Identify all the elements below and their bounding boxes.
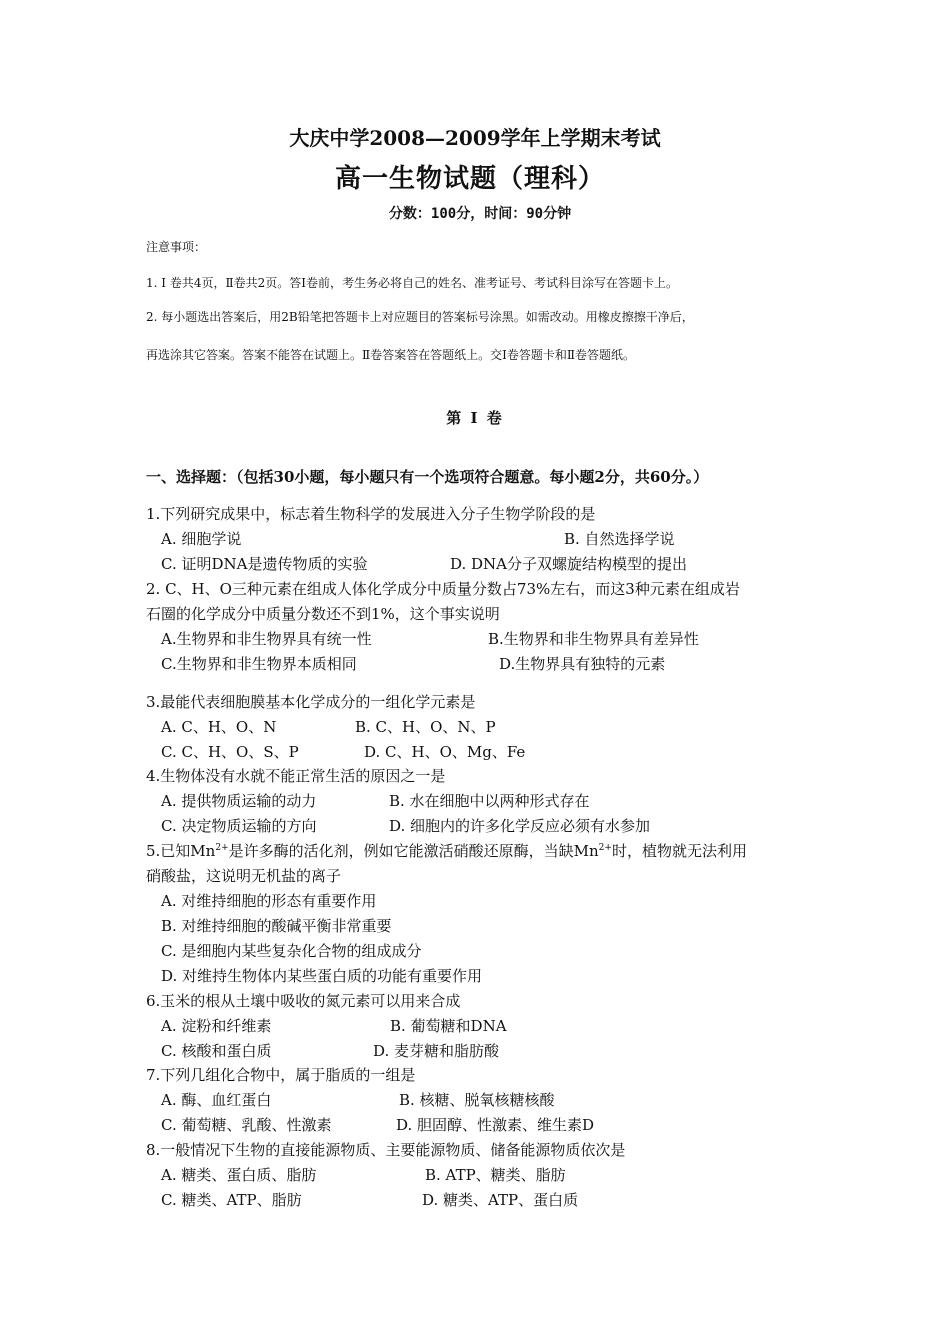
question-2-option-d: D.生物界具有独特的元素: [499, 655, 666, 673]
question-4-stem: 4.生物体没有水就不能正常生活的原因之一是: [146, 767, 446, 785]
question-2-option-a: A.生物界和非生物界具有统一性: [161, 630, 372, 648]
question-2-stem-line-1: 2. C、H、O三种元素在组成人体化学成分中质量分数占73%左右，而这3种元素在组成岩: [146, 580, 740, 598]
question-4-option-b: B. 水在细胞中以两种形式存在: [389, 792, 590, 810]
question-1-option-d: D. DNA分子双螺旋结构模型的提出: [450, 555, 688, 573]
question-3-option-d: D. C、H、O、Mg、Fe: [364, 743, 526, 761]
question-3-option-a: A. C、H、O、N: [161, 718, 277, 736]
question-5-option-d: D. 对维持生物体内某些蛋白质的功能有重要作用: [161, 967, 483, 985]
question-2-stem-line-2: 石圈的化学成分中质量分数还不到1%，这个事实说明: [146, 605, 500, 623]
part-heading: 一、选择题：（包括30小题，每小题只有一个选项符合题意。每小题2分，共60分。）: [146, 468, 709, 486]
question-5-stem-line-2: 硝酸盐，这说明无机盐的离子: [146, 867, 342, 885]
question-5-stem-part-1: 5.已知Mn: [146, 842, 216, 860]
question-7-option-d: D. 胆固醇、性激素、维生素D: [396, 1116, 595, 1134]
question-3-stem: 3.最能代表细胞膜基本化学成分的一组化学元素是: [146, 693, 476, 711]
question-5-stem-line-1: [146, 840, 747, 861]
question-5-option-a: A. 对维持细胞的形态有重要作用: [161, 892, 377, 910]
question-7-stem: 7.下列几组化合物中，属于脂质的一组是: [146, 1066, 416, 1084]
question-1-option-a: A. 细胞学说: [161, 530, 242, 548]
volume-heading: 第 Ⅰ 卷: [446, 409, 504, 427]
question-8-option-b: B. ATP、糖类、脂肪: [425, 1166, 566, 1184]
score-time-line: 分数：100分，时间：90分钟: [388, 206, 572, 222]
question-4-option-d: D. 细胞内的许多化学反应必须有水参加: [389, 817, 651, 835]
exam-title: 高一生物试题（理科）: [334, 164, 605, 194]
question-1-stem: 1.下列研究成果中，标志着生物科学的发展进入分子生物学阶段的是: [146, 505, 596, 523]
question-6-option-b: B. 葡萄糖和DNA: [390, 1017, 507, 1035]
school-exam-line: 大庆中学2008—2009学年上学期末考试: [289, 126, 661, 150]
question-6-option-d: D. 麦芽糖和脂肪酸: [373, 1042, 500, 1060]
note-line-3: 再选涂其它答案。答案不能答在试题上。Ⅱ卷答案答在答题纸上。交Ⅰ卷答题卡和Ⅱ卷答题纸。: [146, 348, 636, 362]
question-5-option-b: B. 对维持细胞的酸碱平衡非常重要: [161, 917, 392, 935]
question-7-option-a: A. 酶、血红蛋白: [161, 1091, 272, 1109]
question-1-option-b: B. 自然选择学说: [564, 530, 675, 548]
question-4-option-a: A. 提供物质运输的动力: [161, 792, 317, 810]
question-6-stem: 6.玉米的根从土壤中吸收的氮元素可以用来合成: [146, 992, 461, 1010]
note-line-2: 2. 每小题选出答案后，用2B铅笔把答题卡上对应题目的答案标号涂黑。如需改动。用橡皮擦擦干净后，: [146, 310, 694, 324]
ion-charge-superscript: 2+: [598, 843, 612, 853]
question-2-option-c: C.生物界和非生物界本质相同: [161, 655, 357, 673]
question-8-stem: 8.一般情况下生物的直接能源物质、主要能源物质、储备能源物质依次是: [146, 1141, 626, 1159]
question-3-option-b: B. C、H、O、N、P: [355, 718, 496, 736]
question-7-option-c: C. 葡萄糖、乳酸、性激素: [161, 1116, 332, 1134]
note-line-1: 1. Ⅰ 卷共4页，Ⅱ卷共2页。答Ⅰ卷前，考生务必将自己的姓名、准考证号、考试科目涂写在答题卡上。: [146, 276, 678, 290]
question-5-stem-part-2: 是许多酶的活化剂，例如它能激活硝酸还原酶，当缺Mn: [228, 842, 599, 860]
question-6-option-a: A. 淀粉和纤维素: [161, 1017, 272, 1035]
question-8-option-a: A. 糖类、蛋白质、脂肪: [161, 1166, 317, 1184]
question-5-stem-part-3: 时，植物就无法利用: [611, 842, 747, 860]
question-4-option-c: C. 决定物质运输的方向: [161, 817, 317, 835]
question-3-option-c: C. C、H、O、S、P: [161, 743, 299, 761]
ion-charge-superscript: 2+: [215, 843, 229, 853]
question-6-option-c: C. 核酸和蛋白质: [161, 1042, 272, 1060]
question-8-option-c: C. 糖类、ATP、脂肪: [161, 1191, 302, 1209]
question-7-option-b: B. 核糖、脱氧核糖核酸: [399, 1091, 555, 1109]
question-1-option-c: C. 证明DNA是遗传物质的实验: [161, 555, 368, 573]
question-5-option-c: C. 是细胞内某些复杂化合物的组成成分: [161, 942, 422, 960]
notes-heading: 注意事项：: [146, 240, 207, 254]
question-2-option-b: B.生物界和非生物界具有差异性: [488, 630, 699, 648]
question-8-option-d: D. 糖类、ATP、蛋白质: [422, 1191, 579, 1209]
